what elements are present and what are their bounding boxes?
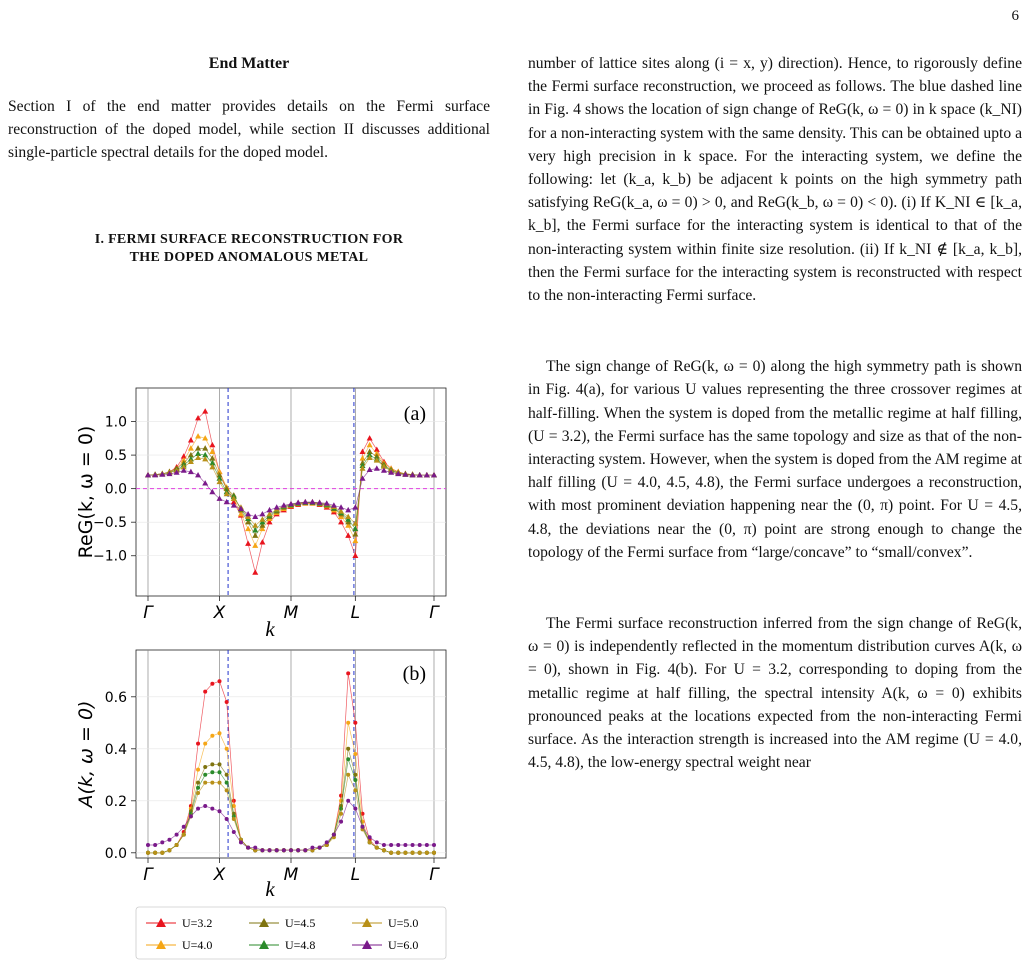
b-point bbox=[260, 848, 264, 852]
b-point bbox=[146, 851, 150, 855]
b-point bbox=[346, 757, 350, 761]
b-point bbox=[303, 848, 307, 852]
page-number: 6 bbox=[1011, 8, 1019, 24]
b-point bbox=[203, 742, 207, 746]
a-point bbox=[259, 511, 265, 516]
b-point bbox=[432, 851, 436, 855]
a-point bbox=[224, 499, 230, 504]
right-paragraph-1: number of lattice sites along (i = x, y) direction). Hence, to rigorously define the Fermi surface reconstruction, we proceed as follows. The blue dashed line in Fig. 4 shows the location of sign change of ReG(k, ω = 0) in k space (k_NI) for a non-interacting system with the same density. This can be obtained upto a very high precision in k space. For the interacting system, we define the following: let (k_a, k_b) be adjacent k points on the high symmetry path satisfying ReG(k_a, ω = 0) > 0, and ReG(k_b, ω = 0) < 0). (i) If K_NI ∈ [k_a, k_b], the Fermi surface for the interacting system is identical to that of the non-interacting system within finite size resolution. (ii) If k_NI ∉ [k_a, k_b], then the Fermi surface for the interacting system is reconstructed with respect to the non-interacting Fermi surface. bbox=[528, 55, 1022, 305]
a-point bbox=[360, 449, 366, 454]
b-point bbox=[425, 843, 429, 847]
a-xtick-label: Γ bbox=[143, 603, 153, 623]
b-point bbox=[310, 846, 314, 850]
b-point bbox=[210, 734, 214, 738]
b-point bbox=[196, 781, 200, 785]
b-ytick-label: 0.6 bbox=[104, 689, 127, 706]
b-point bbox=[353, 721, 357, 725]
b-point bbox=[375, 840, 379, 844]
a-point bbox=[209, 442, 215, 447]
figure-svg bbox=[40, 380, 460, 960]
b-point bbox=[175, 843, 179, 847]
b-point bbox=[175, 833, 179, 837]
b-point bbox=[268, 848, 272, 852]
b-xtick-label: M bbox=[283, 865, 299, 885]
right-paragraph-3: The Fermi surface reconstruction inferred from the sign change of ReG(k, ω = 0) is independently reflected in the momentum distribution curves A(k, ω = 0), shown in Fig. 4(b). For U = 3.2, corresponding to doping from the metallic regime at half filling, the spectral intensity A(k, ω = 0) exhibits pronounced peaks at the locations expected from the non-interacting Fermi surface. As the interaction strength is increased into the AM regime (U = 4.0, 4.5, 4.8), the low-energy spectral weight near bbox=[528, 615, 1022, 772]
b-ytick-label: 0.2 bbox=[104, 793, 127, 810]
a-point bbox=[202, 445, 208, 450]
b-point bbox=[318, 846, 322, 850]
b-point bbox=[432, 843, 436, 847]
ylabel-a: ReG(k, ω = 0) bbox=[75, 425, 97, 559]
b-point bbox=[218, 781, 222, 785]
a-point bbox=[202, 408, 208, 413]
a-ytick-label: 0.5 bbox=[104, 448, 127, 465]
b-point bbox=[353, 807, 357, 811]
b-point bbox=[210, 781, 214, 785]
b-point bbox=[332, 833, 336, 837]
b-point bbox=[403, 851, 407, 855]
legend bbox=[136, 907, 446, 959]
b-point bbox=[203, 781, 207, 785]
b-point bbox=[232, 817, 236, 821]
b-point bbox=[353, 788, 357, 792]
b-ytick-label: 0.4 bbox=[104, 741, 127, 758]
a-point bbox=[252, 542, 258, 547]
b-point bbox=[275, 848, 279, 852]
b-point bbox=[189, 814, 193, 818]
b-point bbox=[346, 747, 350, 751]
section-heading bbox=[8, 231, 490, 267]
b-point bbox=[218, 731, 222, 735]
b-point bbox=[346, 799, 350, 803]
b-point bbox=[232, 830, 236, 834]
b-point bbox=[389, 843, 393, 847]
legend-label: U=5.0 bbox=[388, 916, 419, 930]
a-xtick-label: X bbox=[213, 603, 226, 623]
end-matter-title: End Matter bbox=[208, 55, 290, 72]
figure-4 bbox=[40, 380, 460, 960]
b-point bbox=[210, 807, 214, 811]
b-point bbox=[160, 851, 164, 855]
b-point bbox=[253, 846, 257, 850]
panel-a-label: (a) bbox=[403, 403, 426, 425]
a-ytick-label: 0.0 bbox=[104, 481, 127, 498]
b-point bbox=[239, 840, 243, 844]
b-point bbox=[296, 848, 300, 852]
b-point bbox=[368, 840, 372, 844]
b-point bbox=[346, 721, 350, 725]
a-ytick-label: −0.5 bbox=[93, 515, 127, 532]
b-point bbox=[325, 840, 329, 844]
right-column bbox=[528, 52, 1022, 774]
b-point bbox=[182, 833, 186, 837]
b-point bbox=[196, 786, 200, 790]
b-point bbox=[218, 809, 222, 813]
b-point bbox=[167, 838, 171, 842]
b-point bbox=[418, 843, 422, 847]
a-point bbox=[431, 472, 437, 477]
b-ytick-label: 0.0 bbox=[104, 845, 127, 862]
a-ytick-label: 1.0 bbox=[104, 414, 127, 431]
b-point bbox=[346, 773, 350, 777]
xlabel-b: k bbox=[265, 877, 275, 901]
xlabel-a: k bbox=[265, 617, 275, 641]
b-point bbox=[210, 770, 214, 774]
a-point bbox=[352, 538, 358, 543]
b-point bbox=[203, 690, 207, 694]
right-paragraph-2: The sign change of ReG(k, ω = 0) along the high symmetry path is shown in Fig. 4(a), for various U values representing the three crossover regimes at half-filling. When the system is doped from the metallic regime at half filling, (U = 3.2), the Fermi surface has the same topology and size as that of the non-interacting system. However, when the system is doped from the AM regime at half filling (U = 4.0, 4.5, 4.8), the Fermi surface undergoes a reconstruction, with most prominent deviation happening near the (0, π) point. For U = 4.5, 4.8, the deviations near the (0, π) point are strong enough to change the topology of the Fermi surface from “large/concave” to “small/convex”. bbox=[528, 358, 1022, 561]
b-point bbox=[346, 671, 350, 675]
panel-b-label: (b) bbox=[402, 663, 426, 685]
b-point bbox=[353, 778, 357, 782]
b-point bbox=[153, 851, 157, 855]
b-point bbox=[425, 851, 429, 855]
b-point bbox=[282, 848, 286, 852]
b-point bbox=[289, 848, 293, 852]
b-point bbox=[339, 812, 343, 816]
a-point bbox=[259, 539, 265, 544]
b-point bbox=[146, 843, 150, 847]
b-point bbox=[418, 851, 422, 855]
b-point bbox=[353, 752, 357, 756]
a-point bbox=[424, 472, 430, 477]
b-point bbox=[160, 840, 164, 844]
b-point bbox=[382, 843, 386, 847]
b-point bbox=[196, 768, 200, 772]
b-xtick-label: L bbox=[350, 865, 361, 885]
ylabel-b: A(k, ω = 0) bbox=[75, 700, 97, 808]
b-point bbox=[218, 679, 222, 683]
legend-label: U=4.5 bbox=[285, 916, 316, 930]
b-point bbox=[411, 843, 415, 847]
intro-paragraph: Section I of the end matter provides details on the Fermi surface reconstruction of the doped model, while section II discusses additional single-particle spectral details for the doped model. bbox=[8, 98, 490, 162]
b-point bbox=[167, 848, 171, 852]
b-point bbox=[196, 742, 200, 746]
a-point bbox=[374, 465, 380, 470]
b-point bbox=[218, 762, 222, 766]
a-point bbox=[188, 437, 194, 442]
a-point bbox=[302, 499, 308, 504]
b-point bbox=[225, 747, 229, 751]
b-point bbox=[232, 799, 236, 803]
a-point bbox=[367, 435, 373, 440]
a-xtick-label: L bbox=[350, 603, 361, 623]
b-point bbox=[339, 820, 343, 824]
a-point bbox=[195, 433, 201, 438]
a-point bbox=[259, 516, 265, 521]
b-point bbox=[225, 817, 229, 821]
a-point bbox=[252, 569, 258, 574]
legend-label: U=3.2 bbox=[182, 916, 213, 930]
b-point bbox=[246, 846, 250, 850]
b-xtick-label: Γ bbox=[143, 865, 153, 885]
b-xtick-label: Γ bbox=[429, 865, 439, 885]
a-point bbox=[309, 499, 315, 504]
b-point bbox=[225, 781, 229, 785]
b-point bbox=[182, 825, 186, 829]
a-point bbox=[195, 472, 201, 477]
b-point bbox=[368, 835, 372, 839]
a-xtick-label: Γ bbox=[429, 603, 439, 623]
a-point bbox=[245, 540, 251, 545]
a-point bbox=[352, 553, 358, 558]
legend-label: U=4.8 bbox=[285, 938, 316, 952]
b-point bbox=[225, 773, 229, 777]
b-point bbox=[153, 843, 157, 847]
b-point bbox=[375, 846, 379, 850]
b-point bbox=[203, 765, 207, 769]
b-point bbox=[210, 762, 214, 766]
section-heading-line2: THE DOPED ANOMALOUS METAL bbox=[129, 249, 369, 265]
b-point bbox=[389, 851, 393, 855]
a-point bbox=[209, 449, 215, 454]
b-point bbox=[382, 848, 386, 852]
b-point bbox=[210, 682, 214, 686]
b-point bbox=[203, 804, 207, 808]
b-point bbox=[396, 843, 400, 847]
b-point bbox=[411, 851, 415, 855]
a-point bbox=[352, 531, 358, 536]
a-ytick-label: −1.0 bbox=[93, 548, 127, 565]
a-point bbox=[345, 532, 351, 537]
a-point bbox=[188, 445, 194, 450]
b-point bbox=[225, 788, 229, 792]
b-point bbox=[396, 851, 400, 855]
b-point bbox=[196, 807, 200, 811]
section-heading-line1: I. FERMI SURFACE RECONSTRUCTION FOR bbox=[94, 231, 404, 247]
legend-label: U=6.0 bbox=[388, 938, 419, 952]
b-point bbox=[196, 791, 200, 795]
b-point bbox=[225, 700, 229, 704]
legend-label: U=4.0 bbox=[182, 938, 213, 952]
b-point bbox=[361, 825, 365, 829]
a-xtick-label: M bbox=[283, 603, 299, 623]
b-point bbox=[218, 770, 222, 774]
a-point bbox=[195, 445, 201, 450]
a-point bbox=[345, 514, 351, 519]
b-point bbox=[203, 773, 207, 777]
b-xtick-label: X bbox=[213, 865, 226, 885]
b-point bbox=[403, 843, 407, 847]
left-column bbox=[8, 55, 490, 267]
